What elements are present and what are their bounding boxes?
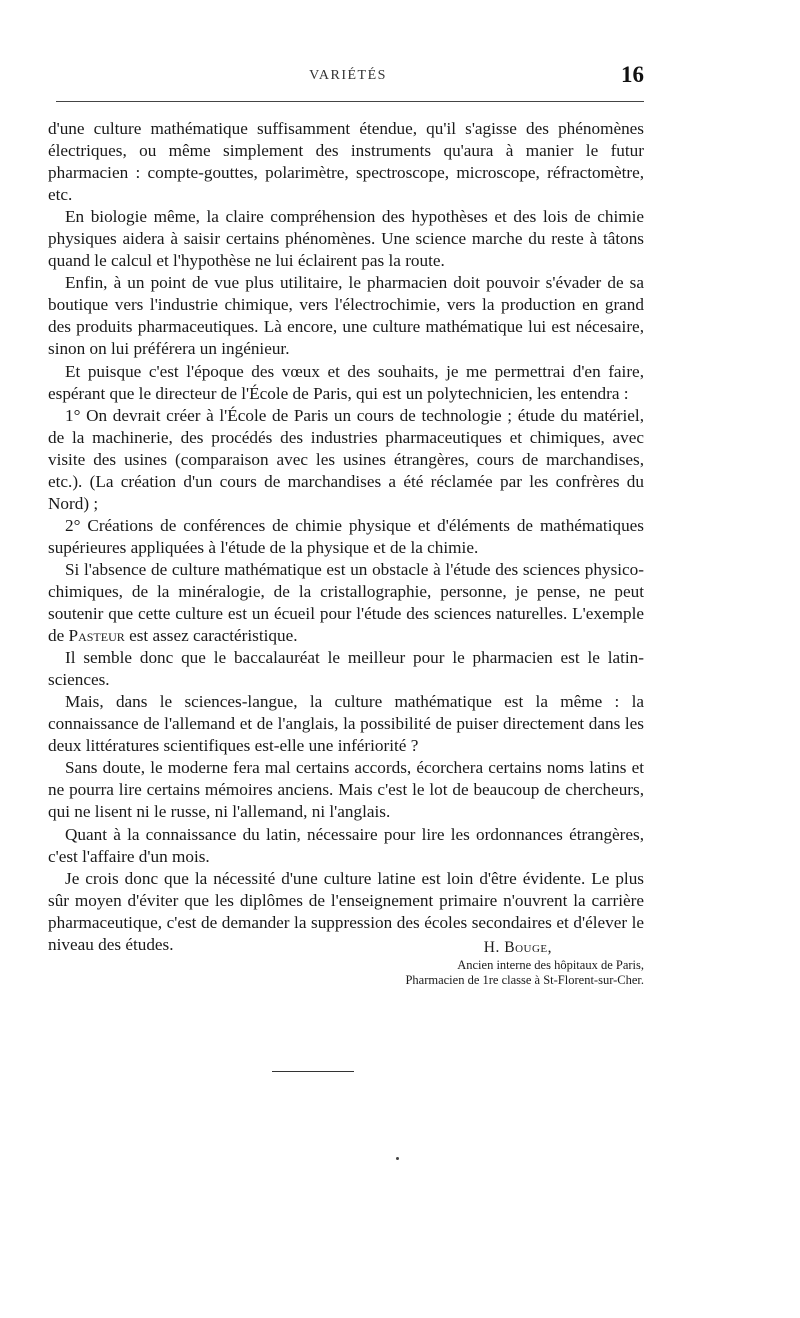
paragraph-1: d'une culture mathématique suffisamment étendue, qu'il s'agisse des phénomènes électriques, ou même simplement des instruments qu'aura à manier le futur pharmacien : compte-gouttes, polarimètre, spectroscope, microscope, réfractomètre, etc. <box>48 119 644 205</box>
paragraph-11: Quant à la connaissance du latin, nécessaire pour lire les ordonnances étrangères, c'est l'affaire d'un mois. <box>48 824 644 866</box>
paragraph-4: Et puisque c'est l'époque des vœux et des souhaits, je me permettrai d'en faire, espérant que le directeur de l'École de Paris, qui est un polytechnicien, les entendra : <box>48 361 644 403</box>
article-body <box>48 118 644 956</box>
author-title-2: Pharmacien de 1re classe à St-Florent-sur-Cher. <box>405 973 644 987</box>
paragraph-7 <box>48 559 644 647</box>
header-rule <box>56 101 644 102</box>
author-name: H. Bouge, <box>483 939 552 956</box>
paragraph-3: Enfin, à un point de vue plus utilitaire, le pharmacien doit pouvoir s'évader de sa boutique vers l'industrie chimique, vers l'électrochimie, vers la production en grand des produits pharmaceutiques. Là encore, une culture mathématique lui est nécesaire, sinon on lui préférera un ingénieur. <box>48 273 644 359</box>
page-number: 16 <box>621 62 644 87</box>
end-rule <box>272 1071 354 1072</box>
paragraph-7-text-b: est assez caractéristique. <box>124 626 298 646</box>
paragraph-8: Il semble donc que le baccalauréat le meilleur pour le pharmacien est le latin-sciences. <box>48 648 644 690</box>
paragraph-2: En biologie même, la claire compréhension des hypothèses et des lois de chimie physiques aidera à saisir certains phénomènes. Une science marche du reste à tâtons quand le calcul et l'hypothèse ne lui éclairent pas la route. <box>48 207 644 271</box>
paragraph-6: 2° Créations de conférences de chimie physique et d'éléments de mathématiques supérieures appliquées à l'étude de la physique et de la chimie. <box>48 515 644 557</box>
page-header <box>48 62 648 96</box>
running-title: VARIÉTÉS <box>309 68 387 83</box>
signature-block <box>240 938 644 988</box>
paragraph-10: Sans doute, le moderne fera mal certains accords, écorchera certains noms latins et ne pourra lire certains mémoires anciens. Mais c'est le lot de beaucoup de chercheurs, qui ne lisent ni le russe, ni l'allemand, ni l'anglais. <box>48 758 644 822</box>
paragraph-5: 1° On devrait créer à l'École de Paris un cours de technologie ; étude du matériel, de la machinerie, des procédés des industries pharmaceutiques et chimiques, avec visite des usines (comparaison avec les usines étrangères, cours de marchandises, etc.). (La création d'un cours de marchandises a été réclamée par les confrères du Nord) ; <box>48 405 644 513</box>
author-title-1: Ancien interne des hôpitaux de Paris, <box>457 958 644 972</box>
paragraph-9: Mais, dans le sciences-langue, la culture mathématique est la même : la connaissance de l'allemand et de l'anglais, la possibilité de puiser directement dans les deux littératures scientifiques est-elle une infériorité ? <box>48 692 644 756</box>
print-speck <box>396 1157 399 1160</box>
paragraph-7-text-a: Si l'absence de culture mathématique est un obstacle à l'étude des sciences physico-chimiques, de la minéralogie, de la cristallographie, personne, je pense, ne peut soutenir que cette culture est un écueil pour l'étude des sciences naturelles. L'exemple de <box>48 559 644 646</box>
paragraph-12: Je crois donc que la nécessité d'une culture latine est loin d'être évidente. Le plus sûr moyen d'éviter que les diplômes de l'enseignement primaire n'ouvrent la carrière pharmaceutique, c'est de demander la suppression des écoles secondaires et d'élever le niveau des études. <box>48 868 644 954</box>
pasteur-name: Pasteur <box>68 626 125 646</box>
